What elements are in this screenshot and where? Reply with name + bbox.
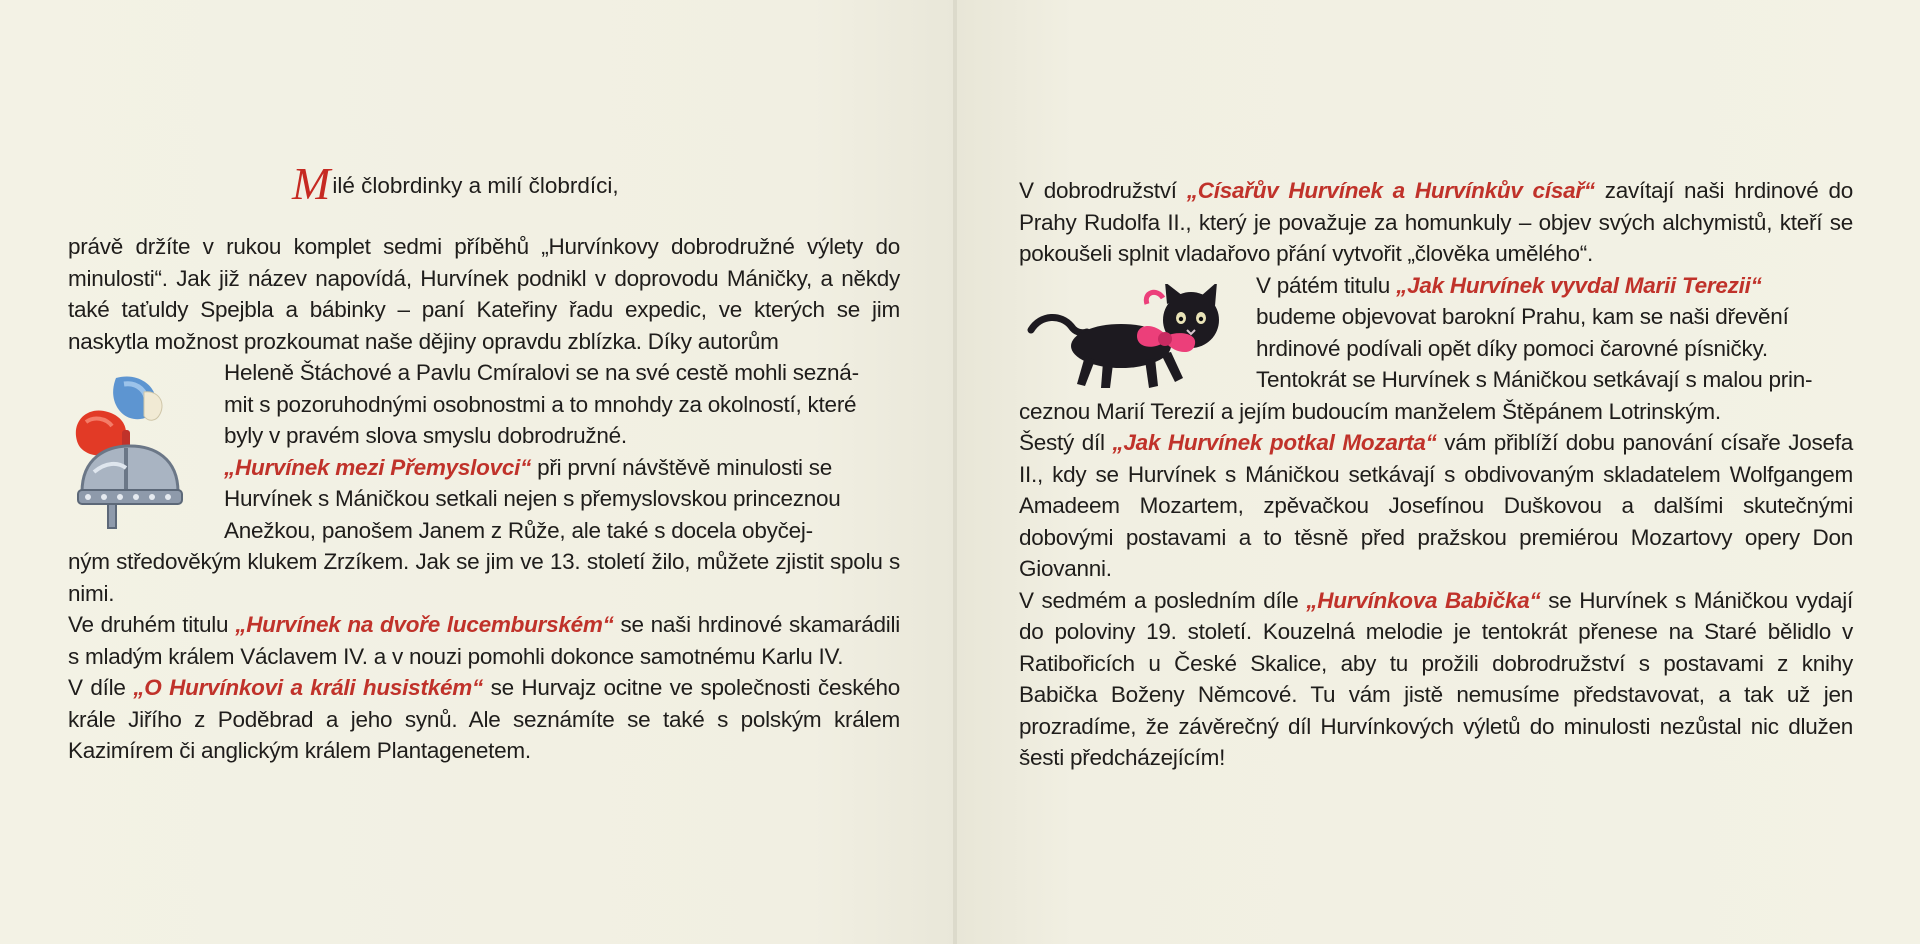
title1-tail: ným středověkým klukem Zrzíkem. Jak se jim ve 13. století žilo, můžete zjistit spolu s nimi. bbox=[68, 549, 900, 606]
p4-before: V dobrodružství bbox=[1019, 178, 1187, 203]
greeting-text: ilé člobrdinky a milí člobrdíci, bbox=[332, 173, 619, 198]
p2-before: Ve druhém titulu bbox=[68, 612, 236, 637]
p5-tail: ceznou Marií Terezií a jejím budoucím manželem Štěpánem Lotrinským. bbox=[1019, 398, 1721, 424]
intro-line-1: Heleně Štáchové a Pavlu Cmíralovi se na své cestě mohli sezná- bbox=[224, 360, 859, 385]
left-column bbox=[68, 231, 900, 767]
p5-before: V pátém titulu bbox=[1256, 272, 1397, 298]
intro-line-2: mit s pozoruhodnými osobnostmi a to mnohdy za okolností, které bbox=[224, 391, 857, 417]
title1-line-3: Anežkou, panošem Janem z Růže, ale také s docela obyčej- bbox=[224, 517, 813, 543]
paragraph-4 bbox=[1019, 175, 1853, 270]
right-column bbox=[1019, 175, 1853, 774]
p6-after: vám přiblíží dobu panování císaře Josefa II., kdy se Hurvínek s Máničkou setkávají s obdivovaným skladatelem Wolfgangem Amadeem Mozartem, zpěvačkou Josefínou Duškovou a dalšími skutečnými dobovými postavami a to těsně před pražskou premiérou Mozartovy opery Don Giovanni. bbox=[1019, 430, 1853, 581]
title-jak-hurvinek-vyvdal-marii-terezii: „Jak Hurvínek vyvdal Marii Terezii“ bbox=[1396, 272, 1762, 298]
p4-after: zavítají naši hrdinové do Prahy Rudolfa II., který je považuje za homunkuly – objev svých alchymistů, kteří se pokoušeli splnit vladařovo přání vytvořit „člověka umělého“. bbox=[1019, 178, 1853, 266]
p7-after: se Hurvínek s Máničkou vydají do poloviny 19. století. Kouzelná melodie je tentokrát přenese na Staré bělidlo v Ratibořicích u České Skalice, aby tu prožili dobrodružství s postavami z knihy Babička Boženy Němcové. Tu vám jistě nemusíme představovat, a tak už jen prozradíme, že závěrečný díl Hurvínkových výletů do minulosti nezůstal nic dlužen šesti předcházejícím! bbox=[1019, 587, 1854, 770]
paragraph-6 bbox=[1019, 427, 1853, 585]
p3-before: V díle bbox=[68, 675, 134, 700]
title-hurvinkova-babicka: „Hurvínkova Babička“ bbox=[1306, 587, 1541, 613]
title-jak-hurvinek-potkal-mozarta: „Jak Hurvínek potkal Mozarta“ bbox=[1112, 430, 1437, 455]
p6-before: Šestý díl bbox=[1019, 430, 1113, 455]
title-cisaruv-hurvinek: „Císařův Hurvínek a Hurvínkův císař“ bbox=[1186, 178, 1595, 203]
title1-line bbox=[68, 452, 900, 484]
title5-line bbox=[1019, 270, 1853, 302]
title1-line-2: Hurvínek s Máničkou setkali nejen s přemyslovskou princeznou bbox=[224, 486, 841, 511]
p5-line-1: budeme objevovat barokní Prahu, kam se naši dřevění bbox=[1256, 304, 1789, 329]
p5-line-2: hrdinové podívali opět díky pomoci čarovné písničky. bbox=[1256, 335, 1768, 361]
paragraph-3 bbox=[68, 672, 900, 767]
greeting bbox=[292, 158, 619, 209]
greeting-initial: M bbox=[292, 158, 331, 209]
intro-paragraph: právě držíte v rukou komplet sedmi příběhů „Hurvínkovy dobrodružné výlety do minulosti“. Jak již název napovídá, Hurvínek podnikl v doprovodu Máničky, a někdy také taťuldy Spejbla a bábinky – paní Kateřiny řadu expedic, ve kterých se jim naskytla možnost prozkoumat naše dějiny opravdu zblízka. Díky autorům bbox=[68, 234, 900, 354]
paragraph-7 bbox=[1019, 585, 1853, 774]
title-hurvinek-mezi-premyslovci: „Hurvínek mezi Přemyslovci“ bbox=[224, 454, 532, 480]
paragraph-2 bbox=[68, 609, 900, 672]
p2-after: se naši hrdinové skamarádili s mladým králem Václavem IV. a v nouzi pomohli dokonce samotnému Karlu IV. bbox=[68, 612, 900, 669]
title-o-hurvinkovi-a-krali-husistkem: „O Hurvínkovi a králi husistkém“ bbox=[133, 675, 483, 700]
title-hurvinek-na-dvore-lucemburskem: „Hurvínek na dvoře lucemburském“ bbox=[235, 612, 614, 637]
title1-after: při první návštěvě minulosti se bbox=[531, 454, 833, 480]
p3-after: se Hurvajz ocitne ve společnosti českého krále Jiřího z Poděbrad a jeho synů. Ale seznámíte se také s polským králem Kazimírem či anglickým králem Plantagenetem. bbox=[68, 675, 900, 763]
p7-before: V sedmém a posledním díle bbox=[1019, 587, 1307, 613]
intro-line-3: byly v pravém slova smyslu dobrodružné. bbox=[224, 423, 627, 448]
p5-line-3: Tentokrát se Hurvínek s Máničkou setkávají s malou prin- bbox=[1256, 367, 1813, 392]
page-fold bbox=[953, 0, 957, 944]
